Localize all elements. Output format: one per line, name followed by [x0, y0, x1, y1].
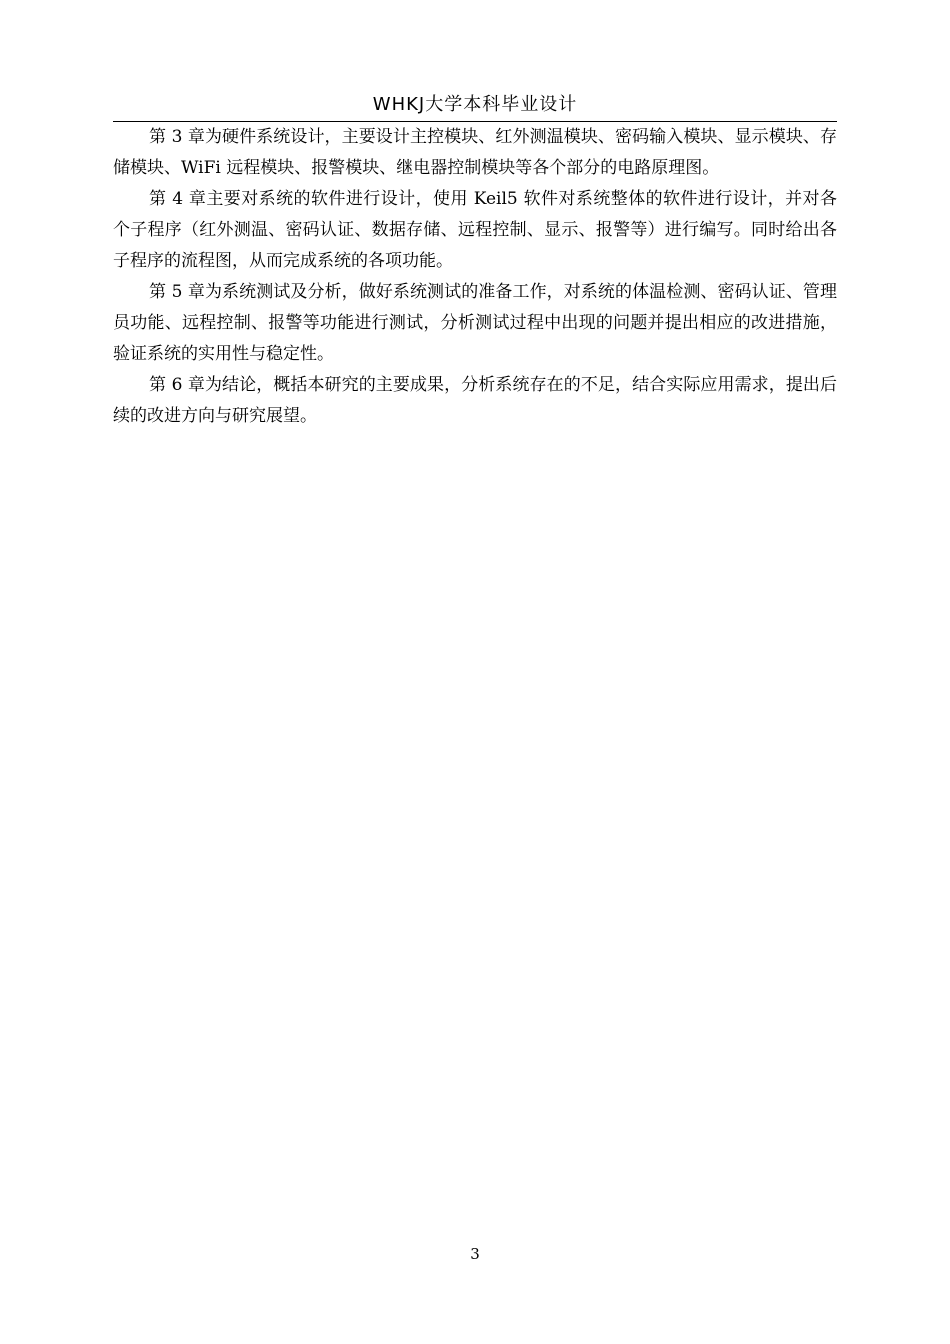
paragraph-chapter-5: 第 5 章为系统测试及分析，做好系统测试的准备工作，对系统的体温检测、密码认证、管理员功能、远程控制、报警等功能进行测试，分析测试过程中出现的问题并提出相应的改进措施，验证系统的实用性与稳定性。 [113, 282, 837, 364]
paragraph-chapter-3: 第 3 章为硬件系统设计，主要设计主控模块、红外测温模块、密码输入模块、显示模块、存储模块、WiFi 远程模块、报警模块、继电器控制模块等各个部分的电路原理图。 [113, 127, 837, 178]
paragraph-chapter-6: 第 6 章为结论，概括本研究的主要成果，分析系统存在的不足，结合实际应用需求，提出后续的改进方向与研究展望。 [113, 375, 837, 426]
paragraph-chapter-4: 第 4 章主要对系统的软件进行设计，使用 Keil5 软件对系统整体的软件进行设计，并对各个子程序（红外测温、密码认证、数据存储、远程控制、显示、报警等）进行编写。同时给出各子程序的流程图，从而完成系统的各项功能。 [113, 189, 837, 271]
page-header: WHKJ大学本科毕业设计 [372, 94, 578, 115]
body-text [113, 122, 837, 432]
page-number: 3 [470, 1245, 480, 1263]
